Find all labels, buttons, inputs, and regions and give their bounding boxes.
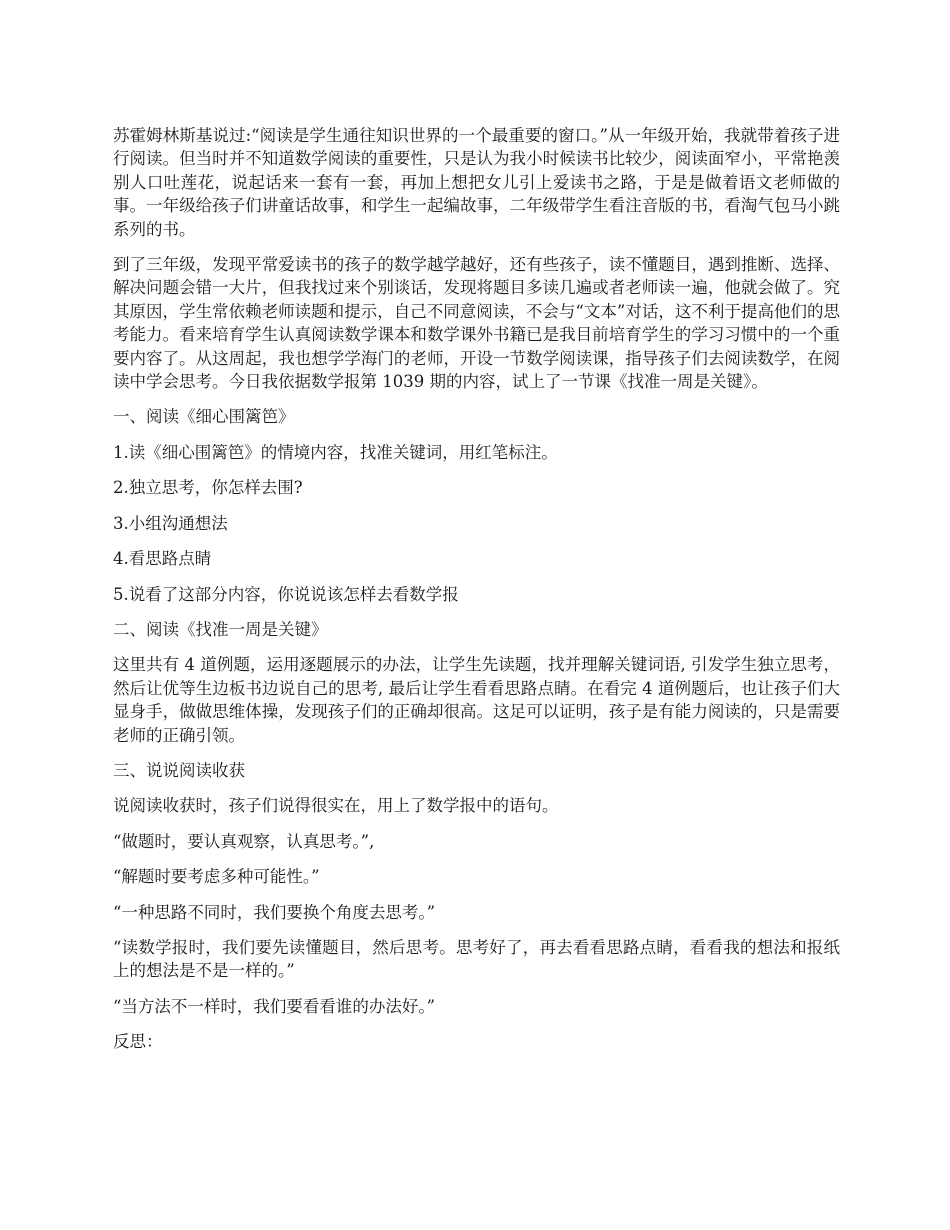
section-heading-1: 一、阅读《细心围篱笆》 (113, 407, 295, 427)
reflection-heading: 反思： (113, 1032, 163, 1052)
list-item: 2.独立思考，你怎样去围? (113, 478, 303, 498)
paragraph-harvest: 说阅读收获时，孩子们说得很实在，用上了数学报中的语句。 (113, 796, 559, 816)
list-item: 1.读《细心围篱笆》的情境内容，找准关键词，用红笔标注。 (113, 442, 558, 462)
quote-item: “当方法不一样时，我们要看看谁的办法好。” (113, 996, 436, 1016)
list-item: 4.看思路点睛 (113, 549, 212, 569)
list-item: 5.说看了这部分内容，你说说该怎样去看数学报 (113, 584, 459, 604)
paragraph-examples: 这里共有 4 道例题，运用逐题展示的办法，让学生先读题，找并理解关键词语, 引发学生独立思考，然后让优等生边板书边说自己的思考, 最后让学生看看思路点睛。在看完 4 道例题后，也让孩子们大显身手，做做思维体操，发现孩子们的正确却很高。这足可以证明，孩子是有能力阅读的，只是需要老师的正确引领。 (113, 655, 840, 745)
quote-item: “读数学报时，我们要先读懂题目，然后思考。思考好了，再去看看思路点睛，看看我的想法和报纸上的想法是不是一样的。” (113, 937, 840, 981)
section-heading-3: 三、说说阅读收获 (113, 760, 245, 780)
paragraph-grade-three: 到了三年级，发现平常爱读书的孩子的数学越学越好，还有些孩子，读不懂题目，遇到推断、选择、解决问题会错一大片，但我找过来个别谈话，发现将题目多读几遍或者老师读一遍，他就会做了。究其原因，学生常依赖老师读题和提示，自己不同意阅读，不会与“文本”对话，这不利于提高他们的思考能力。看来培育学生认真阅读数学课本和数学课外书籍已是我目前培育学生的学习习惯中的一个重要内容了。从这周起，我也想学学海门的老师，开设一节数学阅读课，指导孩子们去阅读数学，在阅读中学会思考。今日我依据数学报第 1039 期的内容，试上了一节课《找准一周是关键》。 (113, 255, 840, 392)
document-body (113, 124, 840, 1066)
quote-item: “做题时，要认真观察，认真思考。”, (113, 831, 375, 851)
list-item: 3.小组沟通想法 (113, 513, 228, 533)
quote-item: “一种思路不同时，我们要换个角度去思考。” (113, 902, 436, 922)
paragraph-intro: 苏霍姆林斯基说过:“阅读是学生通往知识世界的一个最重要的窗口。”从一年级开始，我就带着孩子进行阅读。但当时并不知道数学阅读的重要性，只是认为我小时候读书比较少，阅读面窄小，平常艳羡别人口吐莲花，说起话来一套有一套，再加上想把女儿引上爱读书之路，于是是做着语文老师做的事。一年级给孩子们讲童话故事，和学生一起编故事，二年级带学生看注音版的书，看淘气包马小跳系列的书。 (113, 126, 840, 239)
section-heading-2: 二、阅读《找准一周是关键》 (113, 619, 328, 639)
quote-item: “解题时要考虑多种可能性。” (113, 867, 320, 887)
